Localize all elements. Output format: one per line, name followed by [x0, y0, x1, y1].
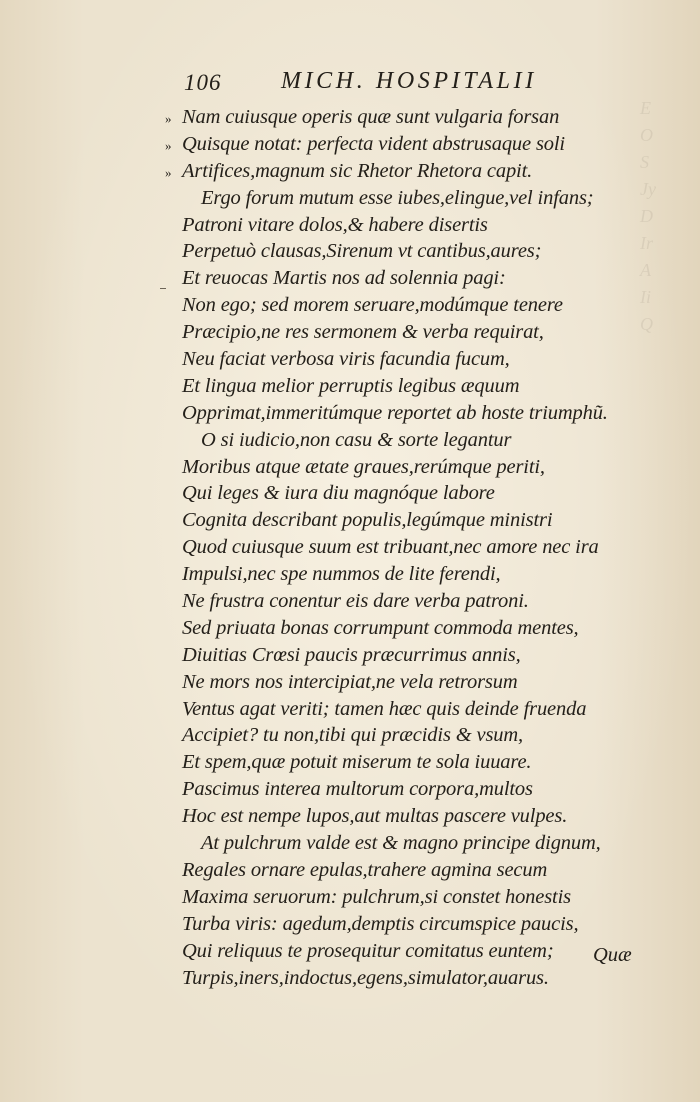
verse-line: Ergo forum mutum esse iubes,elingue,vel infans; [201, 186, 594, 209]
verse-line: Præcipio,ne res sermonem & verba requirat, [182, 321, 544, 344]
verse-block [0, 104, 700, 991]
verse-line: Cognita describant populis,legúmque ministri [182, 509, 553, 532]
verse-line: Ne frustra conentur eis dare verba patroni. [182, 590, 529, 613]
show-through-text: E O S Jy D Ir A Ii Q [640, 98, 656, 334]
verse-line: » Quisque notat: perfecta vident abstrusaque soli [0, 131, 700, 158]
verse-line: » Nam cuiusque operis quæ sunt vulgaria forsan [0, 104, 700, 131]
verse-line: Sed priuata bonas corrumpunt commoda mentes, [182, 616, 579, 639]
verse-line: Non ego; sed morem seruare,modúmque tenere [182, 294, 563, 317]
verse-line: Regales ornare epulas,trahere agmina secum [182, 858, 548, 881]
verse-line: Qui reliquus te prosequitur comitatus euntem; [182, 939, 554, 962]
verse-line: Hoc est nempe lupos,aut multas pascere vulpes. [182, 805, 568, 828]
verse-line: Patroni vitare dolos,& habere disertis [182, 213, 488, 236]
verse-line: Turpis,iners,indoctus,egens,simulator,auarus. [182, 966, 549, 989]
verse-line: Et spem,quæ potuit miserum te sola iuuare. [182, 751, 532, 774]
verse-line: Diuitias Crœsi paucis præcurrimus annis, [182, 643, 521, 666]
verse-line: Quod cuiusque suum est tribuant,nec amore nec ira [182, 536, 599, 559]
quotation-mark: » [165, 137, 172, 153]
verse-line: Ventus agat veriti; tamen hæc quis deinde fruenda [182, 697, 587, 720]
verse-line: Impulsi,nec spe nummos de lite ferendi, [182, 563, 501, 586]
verse-line: Moribus atque ætate graues,rerúmque periti, [182, 455, 545, 478]
verse-line: Et lingua melior perruptis legibus æquum [182, 374, 520, 397]
verse-line: Opprimat,immeritúmque reportet ab hoste triumphũ. [182, 401, 608, 424]
verse-line: Ne mors nos intercipiat,ne vela retrorsum [182, 670, 518, 693]
verse-line: Turba viris: agedum,demptis circumspice paucis, [182, 912, 579, 935]
verse-line: Accipiet? tu non,tibi qui præcidis & vsum, [182, 724, 524, 747]
verse-line: Perpetuò clausas,Sirenum vt cantibus,aures; [182, 240, 542, 263]
running-head: MICH. HOSPITALII [281, 68, 537, 94]
catchword: Quæ [593, 944, 632, 966]
verse-line: Qui leges & iura diu magnóque labore [182, 482, 495, 505]
verse-line: » Artifices,magnum sic Rhetor Rhetora capit. [0, 158, 700, 185]
page-number: 106 [184, 70, 222, 95]
verse-line: Maxima seruorum: pulchrum,si constet honestis [182, 885, 571, 908]
verse-line: Et reuocas Martis nos ad solennia pagi: [182, 267, 506, 290]
verse-line: O si iudicio,non casu & sorte legantur [201, 428, 512, 451]
quotation-mark: » [165, 111, 172, 126]
quotation-mark: » [165, 164, 172, 180]
verse-line: Pascimus interea multorum corpora,multos [182, 778, 533, 801]
verse-line: At pulchrum valde est & magno principe dignum, [201, 832, 601, 855]
verse-line: Neu faciat verbosa viris facundia fucum, [182, 348, 510, 371]
page-header [176, 64, 596, 98]
